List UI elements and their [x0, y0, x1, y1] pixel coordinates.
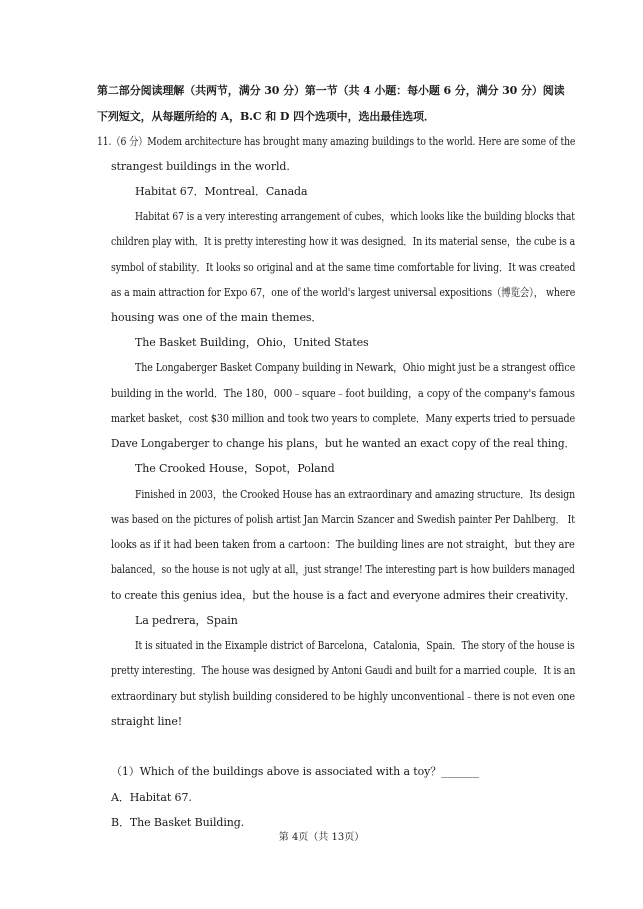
passage-line: market basket，cost $30 million and took two years to complete．Many experts tried to persuade	[111, 412, 576, 425]
passage-heading-habitat: Habitat 67．Montreal．Canada	[135, 185, 308, 198]
passage-line: extraordinary but stylish building considered to be highly unconventional﹣there is not even one	[111, 690, 576, 703]
passage-line: Habitat 67 is a very interesting arrangement of cubes，which looks like the building blocks that	[135, 210, 575, 223]
passage-line: Dave Longaberger to change his plans，but he wanted an exact copy of the real thing．	[111, 437, 575, 450]
passage-heading-crooked: The Crooked House，Sopot，Poland	[135, 462, 335, 475]
option-b[interactable]: B．The Basket Building.	[111, 816, 245, 829]
passage-line: was based on the pictures of polish artist Jan Marcin Szancer and Swedish painter Per Dahlberg． It	[111, 513, 575, 526]
passage-line: to create this genius idea，but the house is a fact and everyone admires their creativity．	[111, 589, 576, 602]
question-intro-line1: 11.（6 分）Modem architecture has brought many amazing buildings to the world. Here are some of the	[97, 135, 576, 148]
page-footer: 第 4页（共 13页）	[278, 832, 365, 843]
passage-line: straight line!	[111, 715, 183, 728]
passage-line: looks as if it had been taken from a cartoon：The building lines are not straight，but they are	[111, 538, 575, 551]
passage-line: It is situated in the Eixample district of Barcelona，Catalonia，Spain．The story of the house is	[135, 639, 575, 652]
passage-line: housing was one of the main themes．	[111, 311, 323, 324]
passage-line: The Longaberger Basket Company building in Newark，Ohio might just be a strangest office	[135, 361, 576, 374]
passage-line: balanced，so the house is not ugly at all，just strange! The interesting part is how builders managed	[111, 563, 575, 576]
passage-line: as a main attraction for Expo 67，one of the world's largest universal expositions（博览会）， where	[111, 286, 576, 299]
subquestion-stem: （1）Which of the buildings above is associated with a toy？_______	[111, 765, 479, 778]
passage-line: Finished in 2003，the Crooked House has an extraordinary and amazing structure．Its design	[135, 488, 576, 501]
passage-line: building in the world．The 180，000﹣square﹣foot building，a copy of the company's famous	[111, 387, 575, 400]
section-heading-line1: 第二部分阅读理解（共两节，满分 30 分）第一节（共 4 小题：每小题 6 分，满分 30 分）阅读	[97, 84, 565, 97]
option-a[interactable]: A．Habitat 67.	[111, 791, 192, 804]
section-heading-line2: 下列短文，从每题所给的 A，B.C 和 D 四个选项中，选出最佳选项．	[97, 110, 435, 123]
passage-heading-basket: The Basket Building，Ohio，United States	[135, 336, 369, 349]
passage-line: pretty interesting．The house was designed by Antoni Gaudi and built for a married couple．It is an	[111, 664, 576, 677]
question-intro-line2: strangest buildings in the world.	[111, 160, 290, 173]
passage-line: children play with．It is pretty interesting how it was designed．In its material sense，the cube is a	[111, 235, 576, 248]
passage-heading-pedrera: La pedrera，Spain	[135, 614, 238, 627]
passage-line: symbol of stability．It looks so original and at the same time comfortable for living．It was created	[111, 261, 576, 274]
